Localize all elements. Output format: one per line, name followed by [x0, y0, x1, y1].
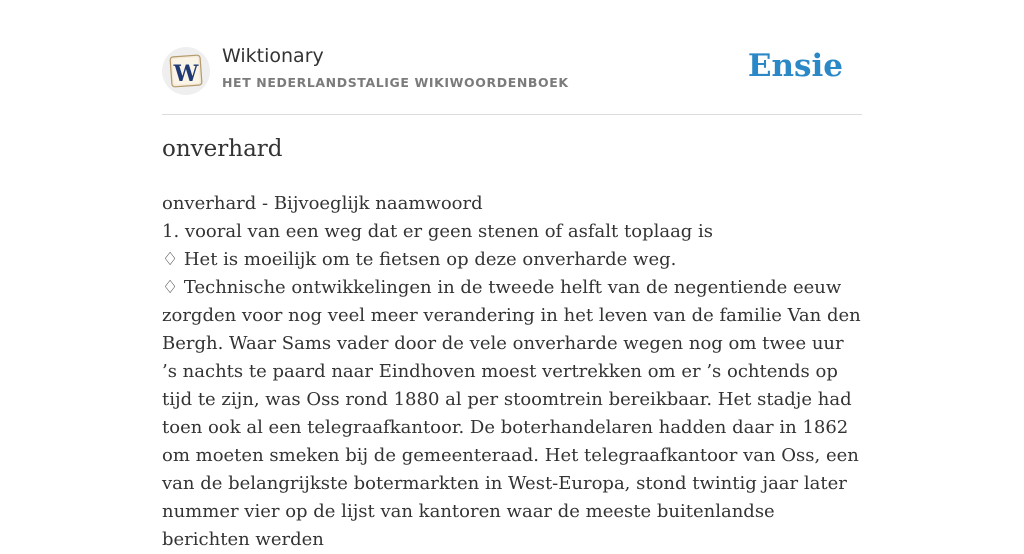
page-title: onverhard: [162, 136, 283, 162]
definition-line: 1. vooral van een weg dat er geen stenen of asfalt toplaag is: [162, 221, 714, 242]
ensie-brand-link[interactable]: Ensie: [747, 48, 843, 84]
site-name[interactable]: Wiktionary: [222, 45, 324, 67]
wiktionary-logo-icon[interactable]: [162, 47, 210, 95]
site-tagline: HET NEDERLANDSTALIGE WIKIWOORDENBOEK: [222, 75, 569, 90]
example-paragraph: ♢ Technische ontwikkelingen in de tweede helft van de negentiende eeuw zorgden voor nog veel meer verandering in het leven van de familie Van den Bergh. Waar Sams vader door de vele onverharde wegen nog om twee uur ’s nachts te paard naar Eindhoven moest vertrekken om er ’s ochtends op tijd te zijn, was Oss rond 1880 al per stoomtrein bereikbaar. Het stadje had toen ook al een telegraafkantoor. De boterhandelaren hadden daar in 1862 om moeten smeken bij de gemeenteraad. Het telegraafkantoor van Oss, een van de belangrijkste botermarkten in West-Europa, stond twintig jaar later nummer vier op de lijst van kantoren waar de meeste buitenlandse berichten werden: [162, 277, 861, 550]
example-line: ♢ Het is moeilijk om te fietsen op deze onverharde weg.: [162, 249, 677, 270]
part-of-speech-line: onverhard - Bijvoeglijk naamwoord: [162, 193, 483, 214]
site-header: [162, 44, 862, 115]
logo-letter: W: [173, 61, 199, 87]
definition-content: [162, 190, 862, 554]
